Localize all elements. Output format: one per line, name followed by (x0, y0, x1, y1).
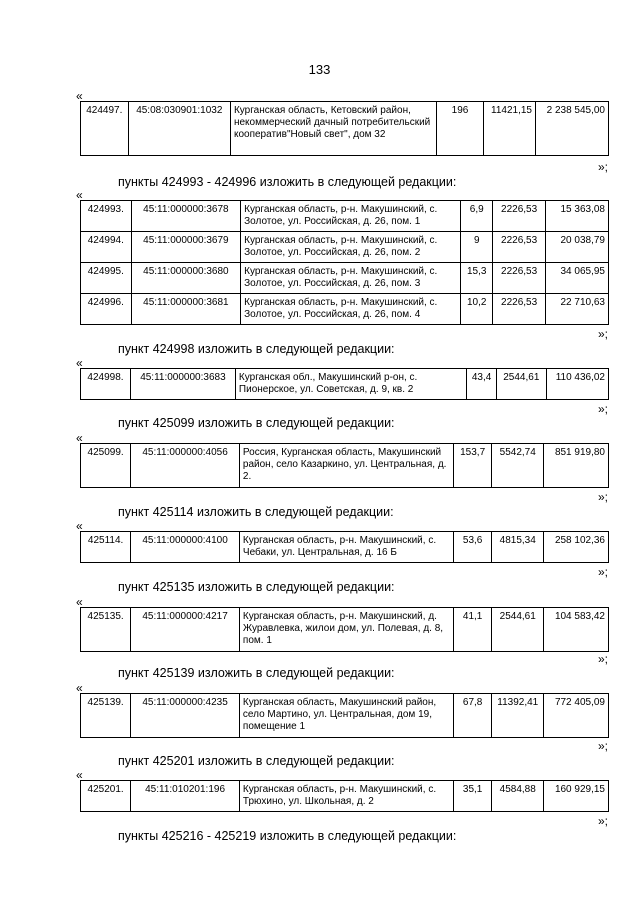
address: Курганская область, р-н. Макушинский, с. Золотое, ул. Российская, д. 26, пом. 2 (241, 232, 461, 263)
cadastral-number: 45:11:000000:3681 (131, 294, 241, 325)
table-row (81, 532, 609, 563)
cadastral-value: 2 238 545,00 (535, 102, 608, 156)
address: Курганская область, Кетовский район, некоммерческий дачный потребительский кооператив"Новый свет", дом 32 (230, 102, 436, 156)
area: 153,7 (454, 444, 492, 488)
cadastral-number: 45:11:000000:4235 (131, 694, 240, 738)
row-number: 424993. (81, 201, 132, 232)
cadastral-value: 22 710,63 (545, 294, 608, 325)
area: 43,4 (467, 369, 497, 400)
cadastral-number: 45:11:000000:3680 (131, 263, 241, 294)
cadastral-number: 45:11:000000:4217 (131, 608, 240, 652)
row-number: 424994. (81, 232, 132, 263)
open-quote: « (76, 356, 83, 370)
table-row (81, 294, 609, 325)
amendment-heading: пункт 425114 изложить в следующей редакции: (118, 505, 394, 519)
rate: 11421,15 (484, 102, 536, 156)
table-row (81, 694, 609, 738)
register-table (80, 531, 609, 563)
page-number: 133 (308, 62, 331, 77)
open-quote: « (76, 681, 83, 695)
amendment-heading: пункт 425139 изложить в следующей редакции: (118, 666, 395, 680)
rate: 2226,53 (493, 232, 546, 263)
table-row (81, 263, 609, 294)
close-quote: »; (598, 814, 609, 828)
address: Курганская область, р-н. Макушинский, с. Золотое, ул. Российская, д. 26, пом. 3 (241, 263, 461, 294)
area: 35,1 (454, 781, 492, 812)
rate: 2226,53 (493, 263, 546, 294)
address: Курганская область, р-н. Макушинский, д. Журавлевка, жилои дом, ул. Полевая, д. 8, пом. 1 (239, 608, 453, 652)
row-number: 424995. (81, 263, 132, 294)
rate: 11392,41 (492, 694, 544, 738)
cadastral-number: 45:11:000000:4056 (131, 444, 240, 488)
amendment-heading: пункт 425201 изложить в следующей редакции: (118, 754, 395, 768)
register-table (80, 693, 609, 738)
table-row (81, 369, 609, 400)
address: Курганская область, р-н. Макушинский, с. Чебаки, ул. Центральная, д. 16 Б (239, 532, 453, 563)
table-row (81, 444, 609, 488)
row-number: 424497. (81, 102, 129, 156)
area: 6,9 (461, 201, 493, 232)
register-table (80, 607, 609, 652)
amendment-heading: пункт 425135 изложить в следующей редакции: (118, 580, 395, 594)
register-table (80, 101, 609, 156)
area: 67,8 (454, 694, 492, 738)
close-quote: »; (598, 402, 609, 416)
cadastral-value: 258 102,36 (544, 532, 609, 563)
address: Курганская область, р-н. Макушинский, с. Золотое, ул. Российская, д. 26, пом. 1 (241, 201, 461, 232)
table-row (81, 608, 609, 652)
open-quote: « (76, 595, 83, 609)
table-row (81, 201, 609, 232)
row-number: 424998. (81, 369, 131, 400)
cadastral-number: 45:11:000000:3683 (130, 369, 235, 400)
rate: 2544,61 (492, 608, 544, 652)
cadastral-value: 34 065,95 (545, 263, 608, 294)
row-number: 424996. (81, 294, 132, 325)
cadastral-value: 851 919,80 (544, 444, 609, 488)
close-quote: »; (598, 565, 609, 579)
cadastral-value: 772 405,09 (544, 694, 609, 738)
amendment-heading: пункт 424998 изложить в следующей редакции: (118, 342, 395, 356)
open-quote: « (76, 188, 83, 202)
area: 9 (461, 232, 493, 263)
address: Курганская область, р-н. Макушинский, с. Золотое, ул. Российская, д. 26, пом. 4 (241, 294, 461, 325)
table-row (81, 102, 609, 156)
table-row (81, 781, 609, 812)
area: 41,1 (454, 608, 492, 652)
open-quote: « (76, 519, 83, 533)
cadastral-value: 20 038,79 (545, 232, 608, 263)
amendment-heading: пункт 425099 изложить в следующей редакции: (118, 416, 395, 430)
close-quote: »; (598, 160, 609, 174)
cadastral-number: 45:08:030901:1032 (128, 102, 230, 156)
cadastral-value: 110 436,02 (546, 369, 608, 400)
row-number: 425099. (81, 444, 131, 488)
cadastral-value: 160 929,15 (544, 781, 609, 812)
address: Курганская обл., Макушинский р-он, с. Пионерское, ул. Советская, д. 9, кв. 2 (235, 369, 466, 400)
cadastral-value: 104 583,42 (544, 608, 609, 652)
row-number: 425201. (81, 781, 131, 812)
area: 10,2 (461, 294, 493, 325)
open-quote: « (76, 89, 83, 103)
address: Курганская область, р-н. Макушинский, с. Трюхино, ул. Школьная, д. 2 (239, 781, 453, 812)
table-row (81, 232, 609, 263)
cadastral-number: 45:11:000000:3679 (131, 232, 241, 263)
close-quote: »; (598, 490, 609, 504)
register-table (80, 443, 609, 488)
close-quote: »; (598, 652, 609, 666)
rate: 2544,61 (496, 369, 546, 400)
rate: 2226,53 (493, 201, 546, 232)
register-table (80, 368, 609, 400)
close-quote: »; (598, 327, 609, 341)
rate: 4584,88 (492, 781, 544, 812)
cadastral-number: 45:11:000000:4100 (131, 532, 240, 563)
area: 53,6 (454, 532, 492, 563)
row-number: 425114. (81, 532, 131, 563)
cadastral-number: 45:11:000000:3678 (131, 201, 241, 232)
open-quote: « (76, 431, 83, 445)
row-number: 425139. (81, 694, 131, 738)
open-quote: « (76, 768, 83, 782)
rate: 5542,74 (492, 444, 544, 488)
area: 15,3 (461, 263, 493, 294)
rate: 2226,53 (493, 294, 546, 325)
cadastral-value: 15 363,08 (545, 201, 608, 232)
close-quote: »; (598, 739, 609, 753)
row-number: 425135. (81, 608, 131, 652)
rate: 4815,34 (492, 532, 544, 563)
address: Россия, Курганская область, Макушинский район, село Казаркино, ул. Центральная, д. 2. (239, 444, 453, 488)
area: 196 (436, 102, 484, 156)
register-table (80, 780, 609, 812)
cadastral-number: 45:11:010201:196 (131, 781, 240, 812)
register-table (80, 200, 609, 325)
amendment-heading: пункты 424993 - 424996 изложить в следующей редакции: (118, 175, 457, 189)
address: Курганская область, Макушинский район, село Мартино, ул. Центральная, дом 19, помещение 1 (239, 694, 453, 738)
amendment-heading: пункты 425216 - 425219 изложить в следующей редакции: (118, 829, 457, 843)
